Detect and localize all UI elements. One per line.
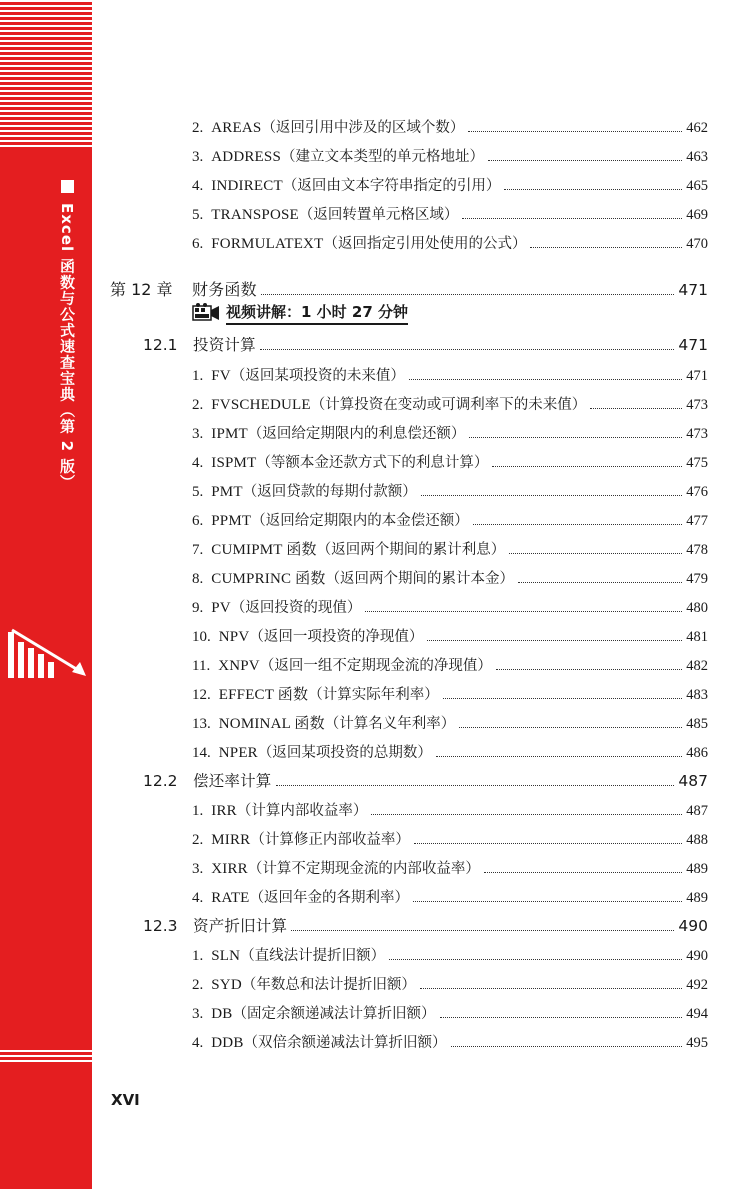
dot-leader [420,988,682,989]
toc-entry[interactable]: 6. PPMT （返回给定期限内的本金偿还额） 477 [192,513,708,529]
toc-entry[interactable]: 9. PV （返回投资的现值） 480 [192,600,708,616]
dot-leader [427,640,682,641]
toc-entry[interactable]: 4. INDIRECT （返回由文本字符串指定的引用） 465 [192,178,708,194]
dot-leader [484,872,682,873]
toc-entry[interactable]: 14. NPER （返回某项投资的总期数） 486 [192,745,708,761]
dot-leader [509,553,682,554]
toc-entry[interactable]: 2. AREAS （返回引用中涉及的区域个数） 462 [192,120,708,136]
dot-leader [451,1046,683,1047]
dot-leader [518,582,682,583]
toc-entry[interactable]: 4. DDB （双倍余额递减法计算折旧额） 495 [192,1035,708,1051]
toc-entry[interactable]: 3. ADDRESS （建立文本类型的单元格地址） 463 [192,149,708,165]
toc-entry[interactable]: 13. NOMINAL 函数 （计算名义年利率） 485 [192,716,708,732]
toc-entry[interactable]: 8. CUMPRINC 函数 （返回两个期间的累计本金） 479 [192,571,708,587]
dot-leader [530,247,682,248]
dot-leader [260,349,675,350]
dot-leader [436,756,682,757]
dot-leader [443,698,683,699]
dot-leader [504,189,682,190]
toc-entry[interactable]: 3. XIRR （计算不定期现金流的内部收益率） 489 [192,861,708,877]
dot-leader [492,466,682,467]
section-heading[interactable]: 12.3 资产折旧计算 490 [143,917,708,935]
dot-leader [414,843,682,844]
toc-entry[interactable]: 2. MIRR （计算修正内部收益率） 488 [192,832,708,848]
dot-leader [459,727,682,728]
dot-leader [488,160,682,161]
toc-entry[interactable]: 5. PMT （返回贷款的每期付款额） 476 [192,484,708,500]
toc-entry[interactable]: 10. NPV （返回一项投资的净现值） 481 [192,629,708,645]
dot-leader [421,495,683,496]
dot-leader [496,669,682,670]
dot-leader [590,408,682,409]
side-book-title: Excel 函数与公式速查宝典（第 2 版） [58,203,76,491]
toc-entry[interactable]: 3. DB （固定余额递减法计算折旧额） 494 [192,1006,708,1022]
toc-entry[interactable]: 3. IPMT （返回给定期限内的利息偿还额） 473 [192,426,708,442]
toc-entry[interactable]: 12. EFFECT 函数 （计算实际年利率） 483 [192,687,708,703]
dot-leader [276,785,675,786]
toc-entry[interactable]: 2. FVSCHEDULE （计算投资在变动或可调利率下的未来值） 473 [192,397,708,413]
toc-entry[interactable]: 1. SLN （直线法计提折旧额） 490 [192,948,708,964]
page-folio: XVI [111,1091,140,1109]
dot-leader [473,524,683,525]
toc-entry[interactable]: 1. IRR （计算内部收益率） 487 [192,803,708,819]
toc-entry[interactable]: 6. FORMULATEXT （返回指定引用处使用的公式） 470 [192,236,708,252]
section-heading[interactable]: 12.1 投资计算 471 [143,336,708,354]
toc-entry[interactable]: 7. CUMIPMT 函数 （返回两个期间的累计利息） 478 [192,542,708,558]
dot-leader [389,959,682,960]
section-heading[interactable]: 12.2 偿还率计算 487 [143,772,708,790]
video-lecture-icon [192,303,220,323]
dot-leader [371,814,682,815]
dot-leader [291,930,674,931]
toc-entry[interactable]: 2. SYD （年数总和法计提折旧额） 492 [192,977,708,993]
toc-entry[interactable]: 5. TRANSPOSE （返回转置单元格区域） 469 [192,207,708,223]
toc-entry[interactable]: 4. RATE （返回年金的各期利率） 489 [192,890,708,906]
video-lecture-line[interactable]: 视频讲解：1 小时 27 分钟 [192,302,408,324]
dot-leader [440,1017,683,1018]
dot-leader [462,218,682,219]
dot-leader [409,379,682,380]
dot-leader [261,294,675,295]
dot-leader [468,131,682,132]
chapter-heading[interactable]: 第 12 章 财务函数 471 [110,280,708,299]
dot-leader [365,611,682,612]
dot-leader [469,437,682,438]
dot-leader [413,901,682,902]
toc-entry[interactable]: 4. ISPMT （等额本金还款方式下的利息计算） 475 [192,455,708,471]
toc-entry[interactable]: 1. FV （返回某项投资的未来值） 471 [192,368,708,384]
toc-entry[interactable]: 11. XNPV （返回一组不定期现金流的净现值） 482 [192,658,708,674]
